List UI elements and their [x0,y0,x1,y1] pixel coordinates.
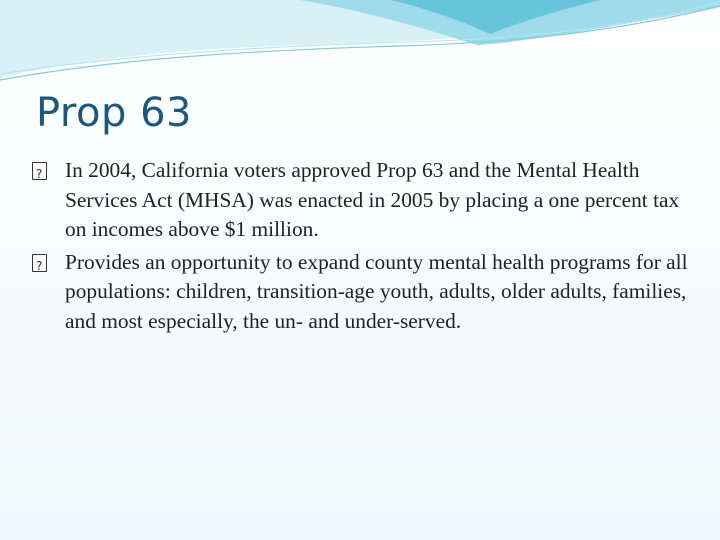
bullet-item [30,156,690,245]
bullet-text: Provides an opportunity to expand county mental health programs for all populations: children, transition-age youth, adults, older adults, families, and most especially, the un- and under-served. [65,249,688,333]
bullet-list [30,156,690,339]
slide-title: Prop 63 [36,90,192,136]
missing-glyph-icon [32,254,47,272]
missing-glyph-icon [32,162,47,180]
bullet-item [30,248,690,337]
bullet-text: In 2004, California voters approved Prop 63 and the Mental Health Services Act (MHSA) was enacted in 2005 by placing a one percent tax on incomes above $1 million. [65,158,680,241]
header-wave-decoration [0,0,720,90]
